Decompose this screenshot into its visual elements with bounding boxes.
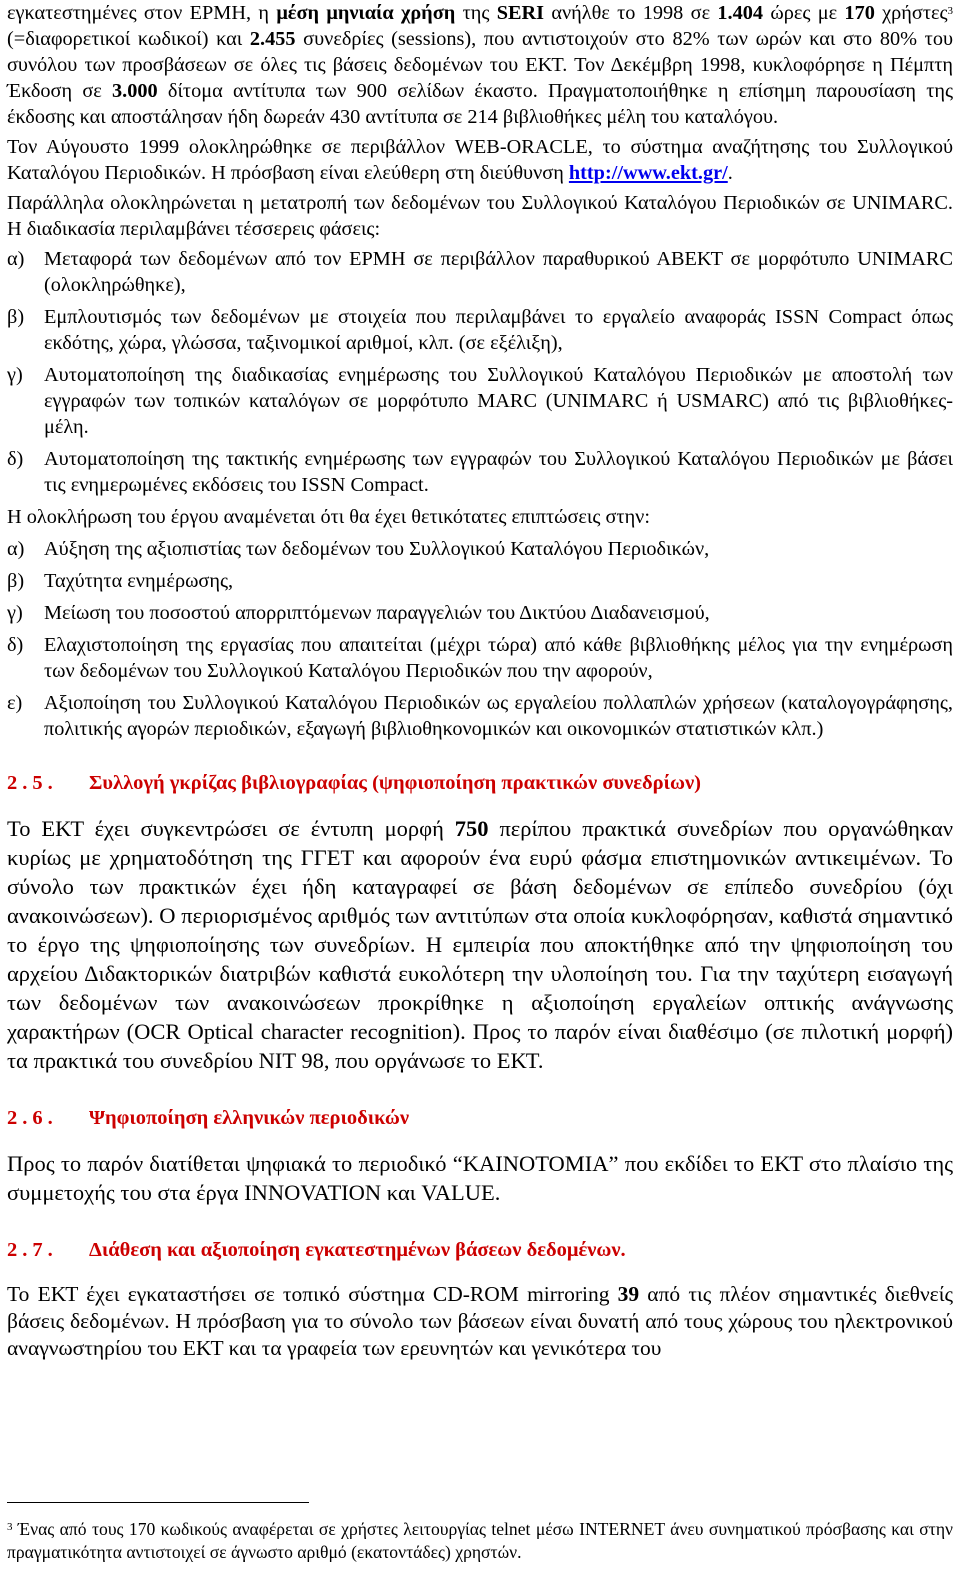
section-heading-2-6: 2.6. Ψηφιοποίηση ελληνικών περιοδικών — [7, 1107, 410, 1129]
list-item: γ) Μείωση του ποσοστού απορριπτόμενων παραγγελιών του Δικτύου Διαδανεισμού, — [7, 602, 710, 624]
paragraph-cdrom-mirroring: Το ΕΚΤ έχει εγκαταστήσει σε τοπικό σύστημα CD-ROM mirroring 39 από τις πλέον σημαντικές διεθνείς βάσεις δεδομένων. Η πρόσβαση για το σύνολο των βάσεων είναι δυνατή από τους χώρους του ηλεκτρονικού αναγνωστηρίου του ΕΚΤ και τα γραφεία των ερευνητών και γενικότερα του — [7, 1282, 953, 1360]
paragraph-unimarc: Παράλληλα ολοκληρώνεται η μετατροπή των δεδομένων του Συλλογικού Καταλόγου Περιοδικών σε UNIMARC. Η διαδικασία περιλαμβάνει τέσσερεις φάσεις: — [7, 192, 953, 240]
list-item: α) Αύξηση της αξιοπιστίας των δεδομένων του Συλλογικού Καταλόγου Περιοδικών, — [7, 538, 710, 560]
phases-list — [7, 246, 953, 498]
footnote-ref[interactable]: 3 — [947, 5, 954, 17]
paragraph-greek-journals: Προς το παρόν διατίθεται ψηφιακά το περιοδικό “ΚΑΙΝΟΤΟΜΙΑ” που εκδίδει το ΕΚΤ στο πλαίσιο της συμμετοχής του στα έργα INNOVATION και VALUE. — [7, 1151, 953, 1205]
paragraph-impacts-intro: Η ολοκλήρωση του έργου αναμένεται ότι θα έχει θετικότατες επιπτώσεις στην: — [7, 506, 650, 528]
paragraph-web-oracle: Τον Αύγουστο 1999 ολοκληρώθηκε σε περιβάλλον WEB-ORACLE, το σύστημα αναζήτησης του Συλλογικού Καταλόγου Περιοδικών. Η πρόσβαση είναι ελεύθερη στη διεύθυνση http://www.ekt.gr/. — [7, 136, 953, 184]
section-heading-2-7: 2.7. Διάθεση και αξιοποίηση εγκατεστημένων βάσεων δεδομένων. — [7, 1239, 626, 1261]
document-page — [7, 0, 953, 1362]
ekt-link[interactable]: http://www.ekt.gr/ — [568, 162, 728, 184]
impacts-list — [7, 536, 953, 742]
list-item: α) Μεταφορά των δεδομένων από τον ΕΡΜΗ σε περιβάλλον παραθυρικού ΑΒΕΚΤ σε μορφότυπο UNIMARC (ολοκληρώθηκε), — [7, 248, 953, 296]
list-item: δ) Αυτοματοποίηση της τακτικής ενημέρωσης των εγγραφών του Συλλογικού Καταλόγου Περιοδικών με βάσει τις ενημερωμένες εκδόσεις του ISSN Compact. — [7, 448, 953, 496]
footnote-3: $^3$ Ένας από τους 170 κωδικούς αναφέρεται σε χρήστες λειτουργίας telnet μέσω INTERNET άνευ συνηματικού πρόσβασης και στην πραγματικότητα αντιστοιχεί σε άγνωστο αριθμό (εκατοντάδες) χρηστών. — [7, 1519, 953, 1562]
list-item: δ) Ελαχιστοποίηση της εργασίας που απαιτείται (μέχρι τώρα) από κάθε βιβλιοθήκης μέλος για την ενημέρωση των δεδομένων του Συλλογικού Καταλόγου Περιοδικών που την αφορούν, — [7, 634, 953, 682]
paragraph-usage-stats: εγκατεστημένες στον ΕΡΜΗ, η μέση μηνιαία χρήση της SERI ανήλθε το 1998 σε 1.404 ώρες με 170 χρήστες$^3$ (=διαφορετικοί κωδικοί) και 2.455 συνεδρίες (sessions), που αντιστοιχούν στο 82% των ωρών και στο 80% του συνόλου των προσβάσεων σε όλες τις βάσεις δεδομένων του ΕΚΤ. Τον Δεκέμβρη 1998, κυκλοφόρησε η Πέμπτη Έκδοση σε 3.000 δίτομα αντίτυπα των 900 σελίδων έκαστο. Πραγματοποιήθηκε η επίσημη παρουσίαση της έκδοσης και αποστάλησαν ήδη δωρεάν 430 αντίτυπα σε 214 βιβλιοθήκες μέλη του καταλόγου. — [7, 2, 954, 128]
list-item: β) Ταχύτητα ενημέρωσης, — [7, 570, 234, 592]
paragraph-grey-literature: Το ΕΚΤ έχει συγκεντρώσει σε έντυπη μορφή 750 περίπου πρακτικά συνεδρίων που οργανώθηκαν κυρίως με χρηματοδότηση της ΓΓΕΤ και αφορούν ένα ευρύ φάσμα επιστημονικών αντικειμένων. Το σύνολο των πρακτικών έχει ήδη καταγραφεί σε βάση δεδομένων σε επίπεδο συνεδρίου (όχι ανακοινώσεων). Ο περιορισμένος αριθμός των αντιτύπων στα οποία κυκλοφόρησαν, καθιστά σημαντικό το έργο της ψηφιοποίησης των συνεδρίων. Η εμπειρία που αποκτήθηκε από την ψηφιοποίηση του αρχείου Διδακτορικών διατριβών καθιστά ευκολότερη την υλοποίηση του. Για την ταχύτερη εισαγωγή των δεδομένων των ανακοινώσεων προκρίθηκε η αξιοποίηση εργαλείων οπτικής ανάγνωσης χαρακτήρων (OCR Optical character recognition). Προς το παρόν είναι διαθέσιμο (σε πιλοτική μορφή) τα πρακτικά του συνεδρίου NIT 98, που οργάνωσε το ΕΚΤ. — [7, 816, 954, 1073]
section-heading-2-5: 2.5. Συλλογή γκρίζας βιβλιογραφίας (ψηφιοποίηση πρακτικών συνεδρίων) — [7, 772, 701, 794]
list-item: β) Εμπλουτισμός των δεδομένων με στοιχεία που περιλαμβάνει το εργαλείο αναφοράς ISSN Compact όπως εκδότης, χώρα, γλώσσα, ταξινομικοί αριθμοί, κλπ. (σε εξέλιξη), — [7, 306, 953, 354]
footnote-separator — [7, 1502, 309, 1503]
list-item: ε) Αξιοποίηση του Συλλογικού Καταλόγου Περιοδικών ως εργαλείου πολλαπλών χρήσεων (καταλογογράφησης, πολιτικής αγορών περιοδικών, εξαγωγή βιβλιοθηκονομικών και οικονομικών στατιστικών κλπ.) — [7, 692, 953, 740]
list-item: γ) Αυτοματοποίηση της διαδικασίας ενημέρωσης του Συλλογικού Καταλόγου Περιοδικών με αποστολή των εγγραφών των τοπικών καταλόγων σε μορφότυπο MARC (UNIMARC ή USMARC) από τις βιβλιοθήκες-μέλη. — [7, 364, 953, 438]
